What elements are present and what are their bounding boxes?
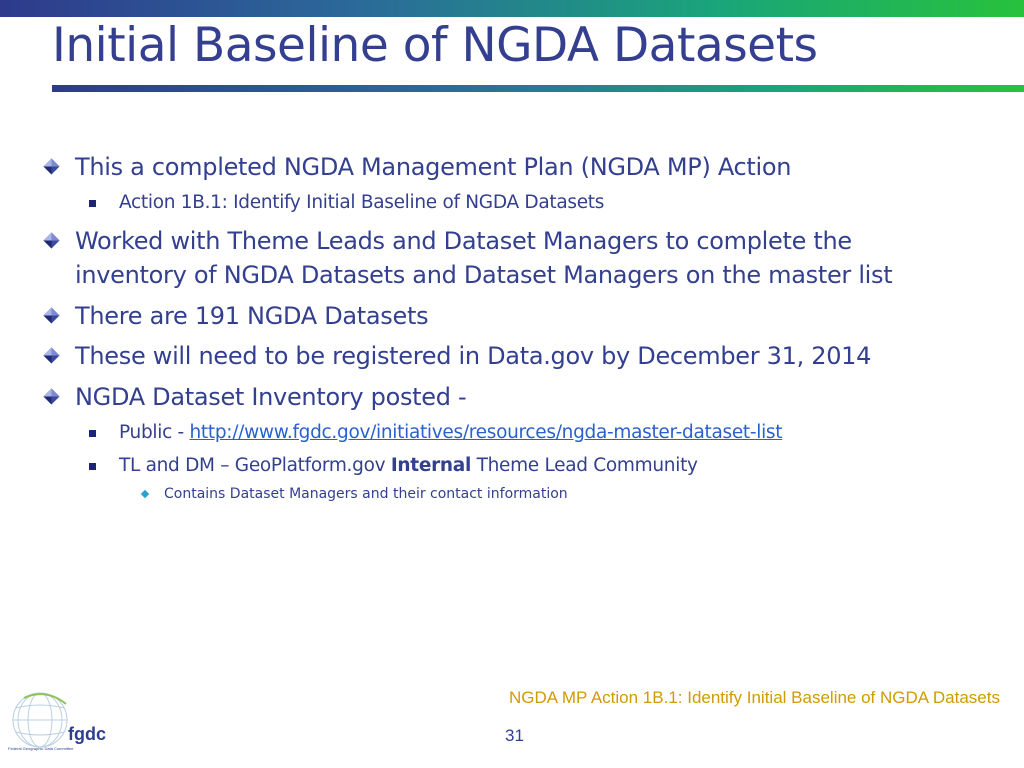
bullet-completed-action — [75, 151, 791, 184]
bullet-text: This a completed NGDA Management Plan (NGDA MP) Action — [75, 153, 792, 181]
bullet-text: inventory of NGDA Datasets and Dataset Managers on the master list — [75, 261, 893, 289]
sub-bullet-action-1b1 — [119, 191, 604, 215]
slide-title: Initial Baseline of NGDA Datasets — [52, 18, 818, 73]
bullet-text: Contains Dataset Managers and their contact information — [164, 486, 568, 502]
sub-bullet-internal-community — [119, 454, 698, 478]
bullet-prefix: Public - — [119, 422, 190, 443]
bullet-prefix: TL and DM – GeoPlatform.gov — [119, 455, 391, 476]
small-diamond-bullet-icon — [141, 490, 149, 498]
bullet-text: These will need to be registered in Data.gov by December 31, 2014 — [75, 342, 872, 370]
diamond-bullet-icon — [43, 232, 60, 249]
page-number: 31 — [505, 726, 524, 745]
globe-icon — [13, 693, 67, 747]
footer-caption: NGDA MP Action 1B.1: Identify Initial Baseline of NGDA Datasets — [508, 688, 1000, 707]
bullet-worked-with-theme-leads-line2 — [75, 259, 892, 292]
master-dataset-list-link[interactable]: http://www.fgdc.gov/initiatives/resources/ngda-master-dataset-list — [189, 422, 783, 443]
logo-wordmark: fgdc — [68, 724, 106, 744]
bullet-text: Action 1B.1: Identify Initial Baseline of NGDA Datasets — [119, 192, 605, 213]
bullet-inventory-posted — [75, 381, 466, 414]
square-bullet-icon — [89, 463, 96, 470]
fgdc-logo — [6, 690, 118, 756]
logo-tagline: Federal Geographic Data Committee — [8, 746, 74, 751]
diamond-bullet-icon — [43, 347, 60, 364]
square-bullet-icon — [89, 430, 96, 437]
bullet-worked-with-theme-leads — [75, 225, 852, 258]
bullet-text: Worked with Theme Leads and Dataset Managers to complete the — [75, 227, 852, 255]
diamond-bullet-icon — [43, 158, 60, 175]
diamond-bullet-icon — [43, 307, 60, 324]
bullet-text: NGDA Dataset Inventory posted - — [75, 383, 467, 411]
bullet-suffix: Theme Lead Community — [471, 455, 698, 476]
bullet-text: There are 191 NGDA Datasets — [75, 302, 429, 330]
bullet-191-datasets — [75, 300, 428, 333]
sub-sub-bullet-contact-info — [164, 484, 568, 504]
diamond-bullet-icon — [43, 388, 60, 405]
sub-bullet-public-link — [119, 421, 782, 445]
bullet-data-gov-registration — [75, 340, 871, 373]
bullet-bold-text: Internal — [390, 455, 471, 476]
square-bullet-icon — [89, 200, 96, 207]
